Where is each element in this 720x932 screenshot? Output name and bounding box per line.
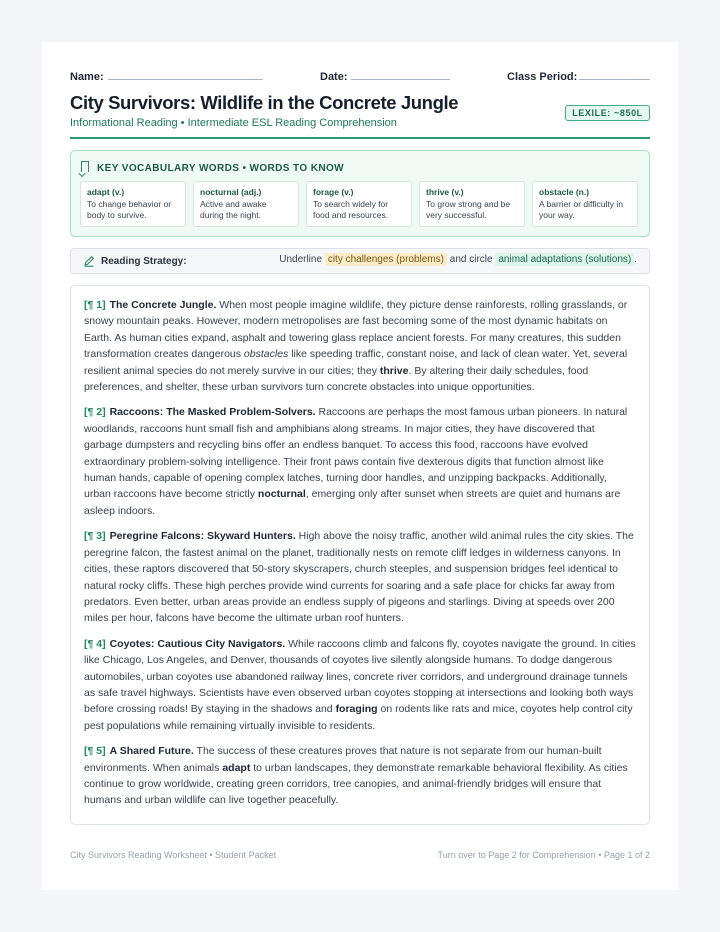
paragraph-heading: Peregrine Falcons: Skyward Hunters. [109, 530, 296, 543]
paragraph-text: Raccoons are perhaps the most famous urban pioneers. In natural woodlands, raccoons hunt small fish and amphibians along streams. In major cities, they have discovered that garbage dumpsters and recycling bins offer an endless banquet. To access this food, raccoons have evolved extraordinary problem-solving intelligence. Their front paws contain five dexterous digits that function almost like human hands, capable of opening complex latches, turning door handles, and unzipping backpacks. Additionally, urban raccoons have become strictly [84, 406, 628, 501]
vocab-term: adapt (v.) [87, 187, 125, 197]
vocab-card-obstacle [532, 181, 638, 227]
vocab-word-italic: obstacles [243, 348, 289, 361]
vocab-card-thrive [419, 181, 525, 227]
vocab-definition: Active and awake during the night. [200, 199, 267, 220]
vocab-definition: To change behavior or body to survive. [87, 199, 172, 220]
reading-strategy-label: Reading Strategy: [101, 256, 187, 267]
paragraph-heading: A Shared Future. [109, 745, 194, 758]
vocab-term: nocturnal (adj.) [200, 187, 262, 197]
worksheet-page [42, 42, 678, 890]
vocab-definition: To search widely for food and resources. [313, 199, 389, 220]
paragraph-text: While raccoons climb and falcons fly, coyotes navigate the ground. In cities like Chicago, Los Angeles, and Denver, thousands of coyotes live silently alongside humans. To dodge dangerous automobiles, urban coyotes use abandoned railway lines, concrete river corridors, and underground drainage tunnels as safe travel highways. Scientists have even observed urban coyotes stopping at intersections and looking both ways before crossing roads! By staying in the shadows and [84, 637, 636, 716]
paragraph-text: When most people imagine wildlife, they picture dense rainforests, rolling grasslands, or snowy mountain peaks. However, modern metropolises are fast becoming some of the most dynamic habitats on Earth. As human cities expand, asphalt and towering glass replace ancient forests. For many creatures, this sudden transformation creates dangerous [84, 299, 628, 361]
paragraph-text: on rodents like rats and mice, coyotes help control city pest populations while remaining virtually invisible to residents. [84, 703, 633, 732]
strategy-text-end: . [634, 254, 637, 265]
vocab-word-bold: adapt [222, 761, 251, 774]
vocab-term: thrive (v.) [426, 187, 464, 197]
name-label: Name: [70, 71, 104, 83]
passage-paragraph-1[interactable] [84, 297, 636, 395]
vocab-word-bold: nocturnal [257, 488, 306, 501]
paragraph-text: to urban landscapes, they demonstrate remarkable behavioral flexibility. As cities continue to grow worldwide, creating green corridors, tree canopies, and animal-friendly bridges will ensure that humans and urban wildlife can live together peacefully. [84, 761, 628, 807]
vocab-card-nocturnal [193, 181, 299, 227]
challenges-highlight: city challenges (problems) [325, 253, 447, 266]
paragraph-text: High above the noisy traffic, another wild animal rules the city skies. The peregrine falcon, the fastest animal on the planet, traditionally nests on remote cliff ledges in wilderness canyons. In cities, these raptors discovered that 50-story skyscrapers, church steeples, and suspension bridges feel identical to natural rocky cliffs. These high perches provide wind currents for soaring and a safe place for chicks far away from predators. Even better, urban areas provide an endless supply of pigeons and starlings. Diving at speeds over 200 miles per hour, falcons have become the ultimate urban roof hunters. [84, 530, 634, 625]
vocab-definition: To grow strong and be very successful. [426, 199, 511, 220]
paragraph-number: [¶ 5] [84, 745, 106, 758]
reading-passage [70, 285, 650, 825]
vocabulary-box [70, 150, 650, 237]
pencil-icon [83, 255, 95, 267]
reading-strategy-box [70, 248, 650, 274]
vocabulary-title-text: KEY VOCABULARY WORDS • WORDS TO KNOW [97, 163, 344, 174]
passage-paragraph-2[interactable] [84, 404, 636, 519]
paragraph-heading: Coyotes: Cautious City Navigators. [109, 637, 286, 650]
vocab-term: obstacle (n.) [539, 187, 590, 197]
student-info-row [70, 71, 650, 87]
name-blank-line[interactable] [108, 79, 263, 80]
footer-left: City Survivors Reading Worksheet • Student Packet [70, 850, 277, 860]
header-divider [70, 137, 650, 139]
vocabulary-title [81, 161, 344, 174]
lexile-badge: LEXILE: ~850L [565, 105, 650, 121]
paragraph-number: [¶ 3] [84, 530, 106, 543]
vocab-definition: A barrier or difficulty in your way. [539, 199, 623, 220]
vocab-card-adapt [80, 181, 186, 227]
date-label: Date: [320, 71, 348, 83]
reading-strategy-instructions [279, 254, 637, 265]
strategy-text-mid: and circle [449, 254, 493, 265]
paragraph-number: [¶ 4] [84, 637, 106, 650]
paragraph-number: [¶ 1] [84, 299, 106, 311]
class-period-label: Class Period: [507, 71, 578, 83]
passage-paragraph-3[interactable] [84, 528, 636, 626]
class-period-blank-line[interactable] [579, 79, 650, 80]
paragraph-text: like speeding traffic, constant noise, and lack of clean water. Yet, several resilient animal species do not merely survive in our cities; they [84, 348, 628, 377]
page-title: City Survivors: Wildlife in the Concrete Jungle [70, 92, 459, 113]
vocab-card-forage [306, 181, 412, 227]
paragraph-heading: Raccoons: The Masked Problem-Solvers. [109, 406, 316, 419]
adaptations-highlight: animal adaptations (solutions) [495, 253, 634, 266]
strategy-text-pre: Underline [279, 254, 323, 265]
page-subtitle: Informational Reading • Intermediate ESL Reading Comprehension [70, 117, 397, 129]
paragraph-text: , emerging only after sunset when streets are quiet and humans are asleep indoors. [84, 488, 621, 517]
paragraph-text: . By altering their daily schedules, food preferences, and shelter, these urban survivors turn concrete obstacles into unique opportunities. [84, 364, 589, 394]
vocab-term: forage (v.) [313, 187, 354, 197]
bookmark-icon [81, 161, 89, 172]
passage-paragraph-5[interactable] [84, 743, 636, 809]
vocab-word-bold: thrive [379, 364, 409, 377]
paragraph-heading: The Concrete Jungle. [109, 299, 217, 311]
footer-right: Turn over to Page 2 for Comprehension • Page 1 of 2 [437, 850, 650, 860]
passage-paragraph-4[interactable] [84, 636, 636, 734]
vocab-word-bold: foraging [335, 703, 378, 716]
date-blank-line[interactable] [351, 79, 450, 80]
paragraph-text: The success of these creatures proves that nature is not separate from our human-built environments. When animals [84, 745, 602, 774]
paragraph-number: [¶ 2] [84, 406, 106, 419]
